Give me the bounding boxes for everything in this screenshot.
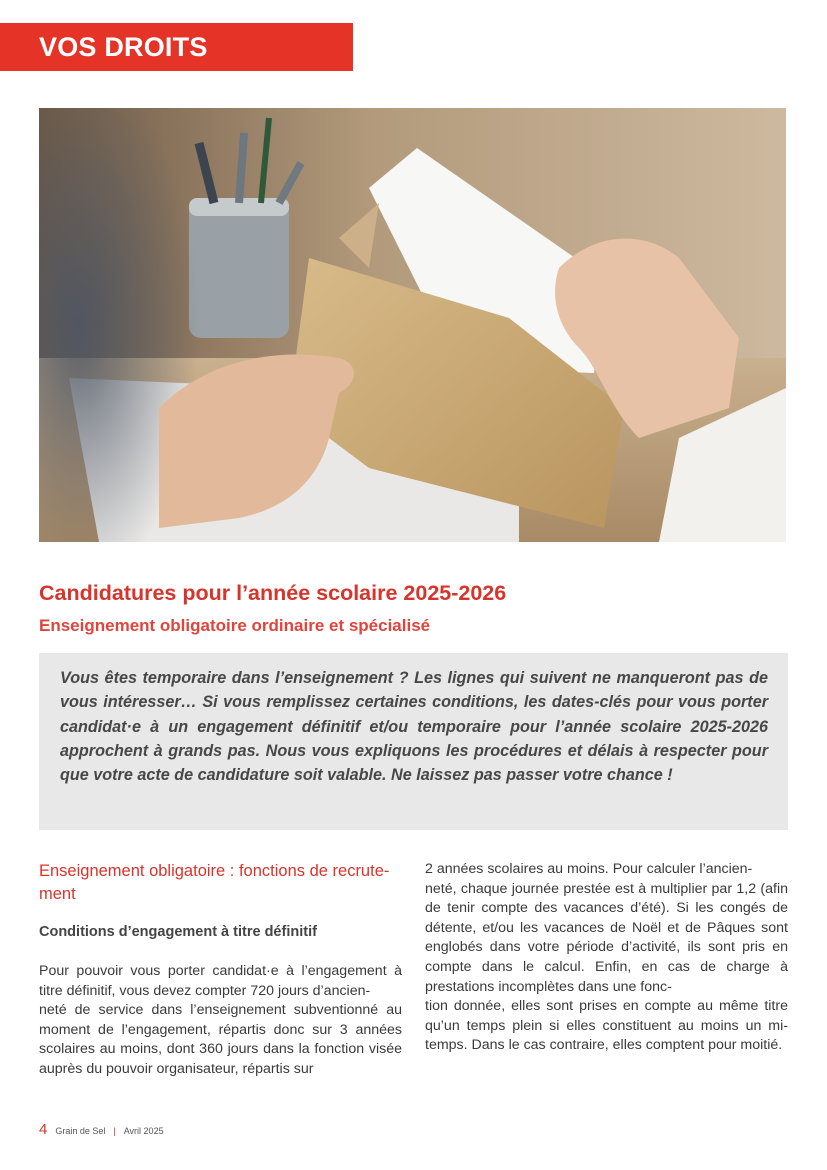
section-heading: Enseignement obligatoire : fonctions de recrute- ment <box>39 862 390 903</box>
footer-separator: | <box>113 1126 116 1136</box>
intro-paragraph: Vous êtes temporaire dans l’enseignement ? Les lignes qui suivent ne manqueront pas de vous intéresser… Si vous remplissez certaines conditions, les dates-clés pour vous porter candidat·e à un engagement définitif et/ou temporaire pour l’année scolaire 2025-2026 approchent à grands pas. Nous vous expliquons les procédures et délais à respecter pour que votre acte de candidature soit valable. Ne laissez pas passer votre chance ! <box>60 669 768 785</box>
section-tag <box>0 23 353 71</box>
page-number: 4 <box>39 1121 48 1138</box>
sub-heading: Conditions d’engagement à titre définitif <box>39 924 317 940</box>
publication-name: Grain de Sel <box>55 1126 106 1136</box>
column-left <box>39 860 402 1080</box>
article-subtitle: Enseignement obligatoire ordinaire et spécialisé <box>39 616 431 635</box>
page-footer <box>39 1121 164 1141</box>
body-paragraph-left: Pour pouvoir vous porter candidat·e à l’engagement à titre définitif, vous devez compter 720 jours d’ancien- neté de service dans l’enseignement subventionné au moment de l’engagement, répartis donc sur 3 années scolaires au moins, dont 360 jours dans la fonction visée auprès du pouvoir organisateur, répartis sur <box>39 963 402 1077</box>
column-right <box>425 860 788 1056</box>
body-paragraph-right: 2 années scolaires au moins. Pour calculer l’ancien- neté, chaque journée prestée est à multiplier par 1,2 (afin de tenir compte des vacances d’été). Si les congés de détente, et/ou les vacances de Noël et de Pâques sont englobés dans votre période d’activité, ils sont pris en compte dans le calcul. Enfin, en cas de charge à prestations incomplètes dans une fonc- tion donnée, elles sont prises en compte au même titre qu’un temps plein si elles constituent au moins un mi-temps. Dans le cas contraire, elles comptent pour moitié. <box>425 861 788 1054</box>
intro-box <box>39 653 788 830</box>
section-label: VOS DROITS <box>39 32 208 62</box>
article-title: Candidatures pour l’année scolaire 2025-2026 <box>39 581 507 605</box>
hero-photo <box>39 108 786 542</box>
issue-date: Avril 2025 <box>123 1126 164 1136</box>
